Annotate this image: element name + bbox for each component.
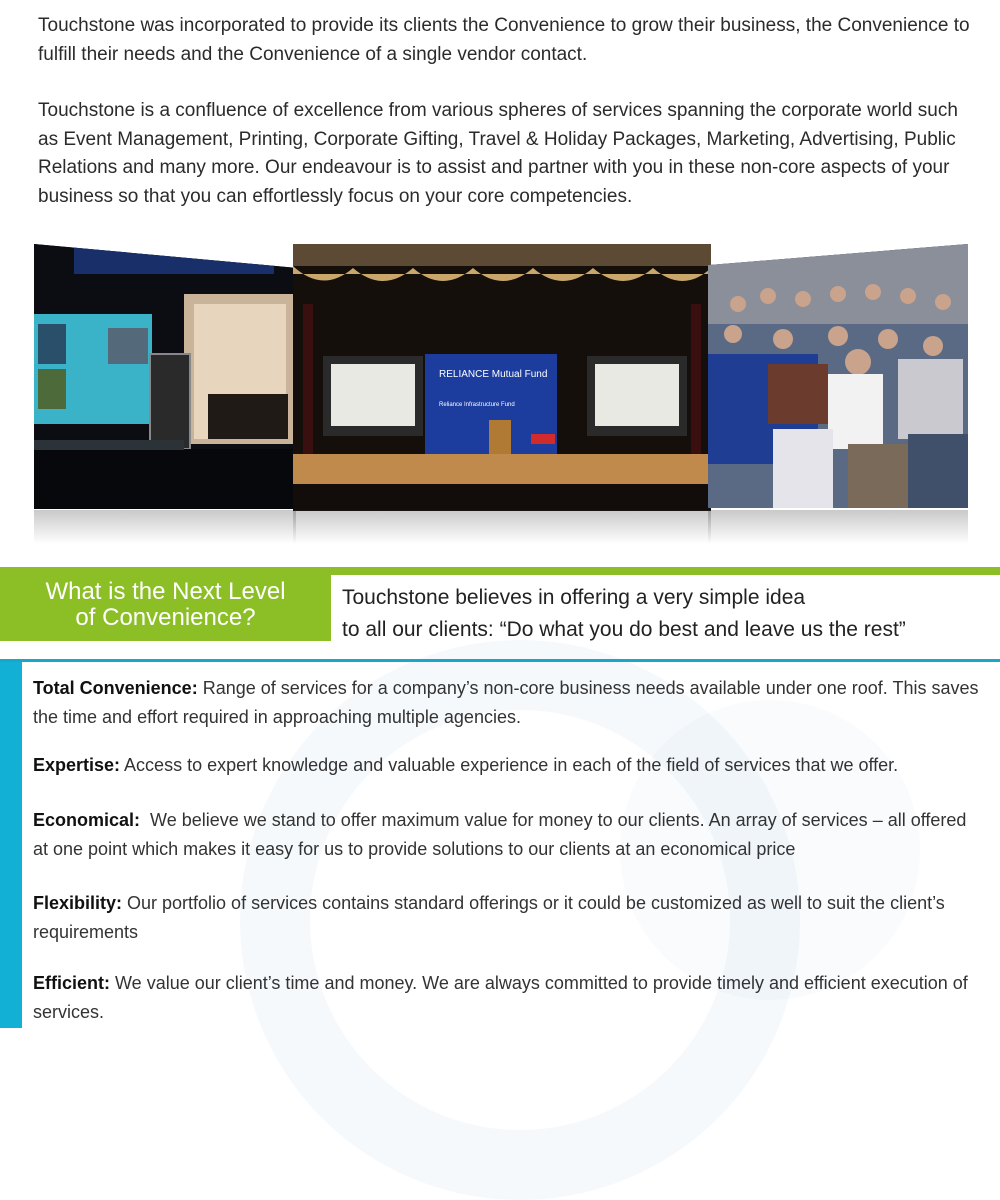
statement-line-1: Touchstone believes in offering a very simple idea xyxy=(342,586,806,609)
screen-sub-text: Reliance Infrastructure Fund xyxy=(439,402,515,408)
blue-divider xyxy=(0,659,1000,662)
photo-reflection-left xyxy=(34,510,296,544)
intro-paragraph-1: Touchstone was incorporated to provide its clients the Convenience to grow their business, the Convenience to fulfill their needs and the Convenience of a single vendor contact. xyxy=(38,15,970,65)
item-title: Total Convenience: xyxy=(33,678,198,698)
item-text: We value our client’s time and money. We are always committed to provide timely and efficient execution of services. xyxy=(33,973,968,1022)
exhibition-stall-photo xyxy=(34,244,296,509)
stage-event-photo xyxy=(293,244,711,511)
green-divider xyxy=(0,567,1000,575)
item-title: Flexibility: xyxy=(33,893,123,913)
statement-line-2: to all our clients: “Do what you do best and leave us the rest” xyxy=(342,618,906,641)
benefits-list xyxy=(33,674,983,1027)
list-item-expertise xyxy=(33,751,983,780)
item-title: Efficient: xyxy=(33,973,111,993)
item-text: Access to expert knowledge and valuable experience in each of the field of services that we offer. xyxy=(120,755,899,775)
item-title: Expertise: xyxy=(33,755,121,775)
screen-brand-text: RELIANCE Mutual Fund xyxy=(439,369,548,380)
seminar-audience-photo xyxy=(708,244,968,508)
photo-reflection-right xyxy=(708,510,968,544)
intro-section xyxy=(38,12,983,239)
intro-paragraph-2: Touchstone is a confluence of excellence from various spheres of services spanning the corporate world such as Event Management, Printing, Corporate Gifting, Travel & Holiday Packages, Marketing, Advertising, Public Relations and many more. Our endeavour is to assist and partner with you in these non-core aspects of your business so that you can effortlessly focus on your core competencies. xyxy=(38,100,958,207)
left-accent-bar xyxy=(0,662,22,1028)
heading-line-1: What is the Next Level xyxy=(45,578,286,605)
heading-line-2: of Convenience? xyxy=(75,604,256,631)
list-item-flexibility xyxy=(33,889,983,947)
photo-reflection-center xyxy=(293,510,711,544)
list-item-efficient xyxy=(33,969,983,1027)
banner-statement xyxy=(342,582,992,646)
item-text: We believe we stand to offer maximum value for money to our clients. An array of services – all offered at one point which makes it easy for us to provide solutions to our clients at an economical price xyxy=(33,810,972,859)
list-item-total-convenience xyxy=(33,674,983,732)
list-item-economical xyxy=(33,806,983,864)
item-text: Range of services for a company’s non-core business needs available under one roof. This saves the time and effort required in approaching multiple agencies. xyxy=(33,678,979,727)
item-title: Economical: xyxy=(33,810,141,830)
item-text: Our portfolio of services contains standard offerings or it could be customized as well to suit the client’s requirements xyxy=(33,893,945,942)
next-level-heading xyxy=(0,575,331,641)
